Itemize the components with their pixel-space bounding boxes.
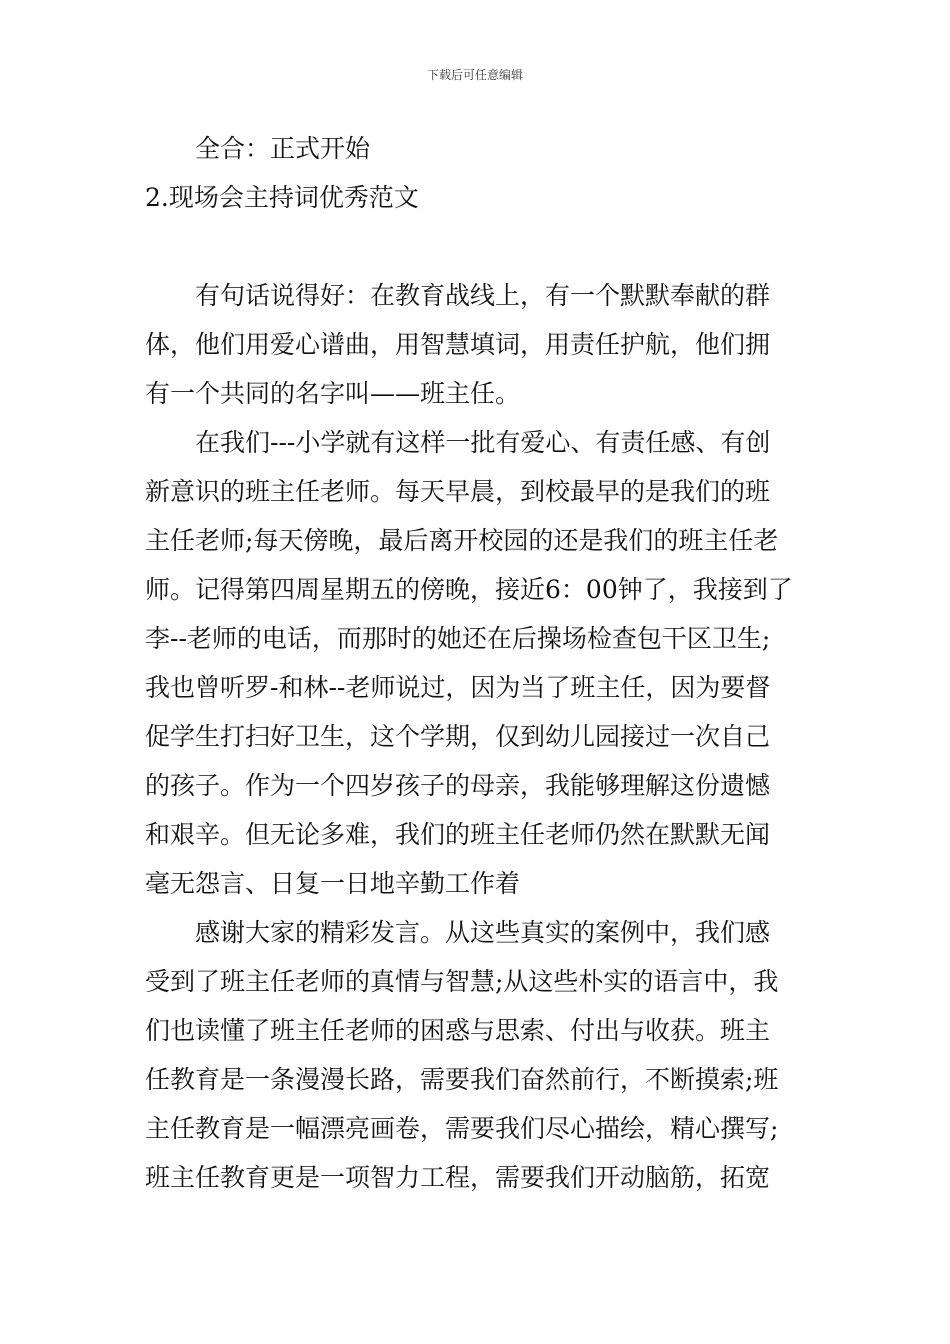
paragraph-line: 新意识的班主任老师。每天早晨，到校最早的是我们的班 [145, 477, 771, 506]
paragraph-line: 任教育是一条漫漫长路，需要我们奋然前行，不断摸索;班 [145, 1065, 779, 1094]
paragraph-1 [145, 271, 810, 418]
paragraph-line: 李--老师的电话，而那时的她还在后操场检查包干区卫生; [145, 624, 771, 653]
paragraph-line: 主任教育是一幅漂亮画卷，需要我们尽心描绘，精心撰写; [145, 1114, 779, 1143]
page-header-note: 下载后可任意编辑 [426, 68, 523, 82]
paragraph-line: 班主任教育更是一项智力工程，需要我们开动脑筋，拓宽 [145, 1163, 771, 1192]
opening-line: 全合：正式开始 [195, 134, 371, 163]
paragraph-line: 们也读懂了班主任老师的困惑与思索、付出与收获。班主 [145, 1016, 771, 1045]
paragraph-line: 师。记得第四周星期五的傍晚，接近6：00钟了，我接到了 [145, 575, 793, 604]
paragraph-line: 毫无怨言、日复一日地辛勤工作着 [145, 869, 521, 898]
paragraph-line: 有句话说得好：在教育战线上，有一个默默奉献的群 [195, 281, 771, 310]
paragraph-line: 感谢大家的精彩发言。从这些真实的案例中，我们感 [195, 918, 771, 947]
paragraph-line: 体，他们用爱心谱曲，用智慧填词，用责任护航，他们拥 [145, 330, 771, 359]
section-heading: 2.现场会主持词优秀范文 [145, 183, 419, 212]
paragraph-2 [145, 418, 810, 908]
paragraph-line: 我也曾听罗-和林--老师说过，因为当了班主任，因为要督 [145, 673, 771, 702]
paragraph-line: 的孩子。作为一个四岁孩子的母亲，我能够理解这份遗憾 [145, 771, 771, 800]
paragraph-line: 在我们---小学就有这样一批有爱心、有责任感、有创 [195, 428, 771, 457]
paragraph-line: 促学生打扫好卫生，这个学期，仅到幼儿园接过一次自己 [145, 722, 771, 751]
blank-line [145, 222, 810, 271]
document-body [145, 124, 810, 1202]
paragraph-line: 和艰辛。但无论多难，我们的班主任老师仍然在默默无闻 [145, 820, 771, 849]
paragraph-line: 有一个共同的名字叫——班主任。 [145, 379, 521, 408]
paragraph-line: 受到了班主任老师的真情与智慧;从这些朴实的语言中，我 [145, 967, 779, 996]
paragraph-line: 主任老师;每天傍晚，最后离开校园的还是我们的班主任老 [145, 526, 779, 555]
paragraph-3 [145, 908, 810, 1202]
